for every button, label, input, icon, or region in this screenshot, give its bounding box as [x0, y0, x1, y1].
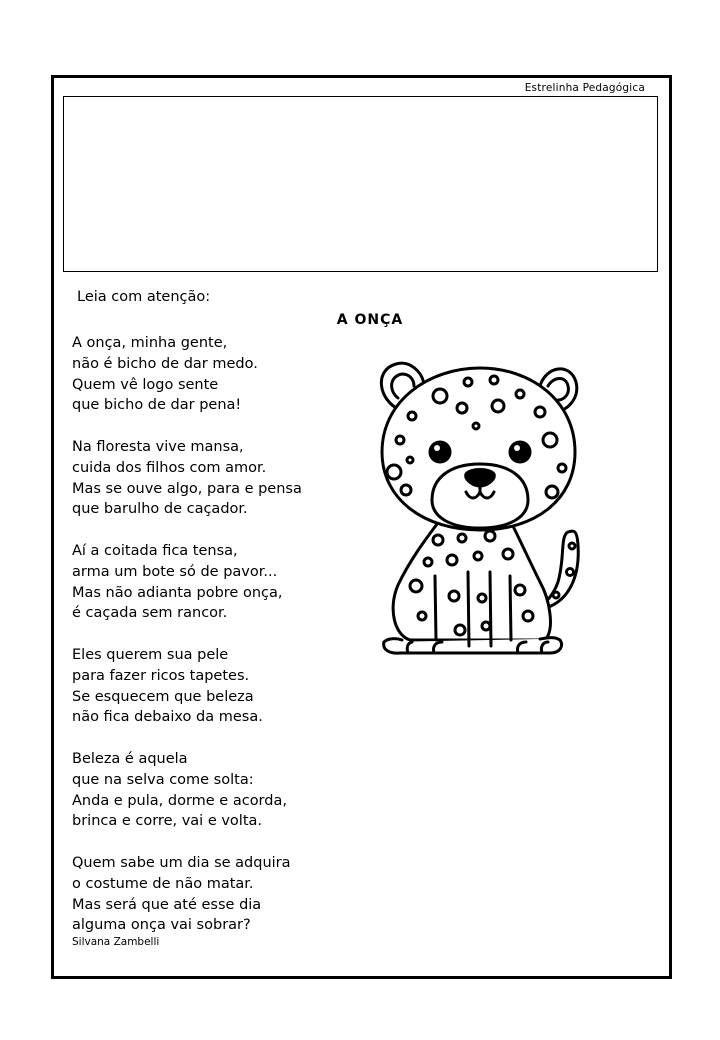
stanza-4 [72, 645, 332, 728]
poem-line: brinca e corre, vai e volta. [72, 813, 263, 830]
poem-line: que barulho de caçador. [72, 501, 248, 518]
poem-line: não fica debaixo da mesa. [72, 709, 263, 726]
stanza-2 [72, 437, 332, 520]
poem-line: Mas será que até esse dia [72, 896, 262, 913]
poem-title: A ONÇA [336, 312, 404, 328]
poem-line: Aí a coitada fica tensa, [72, 542, 238, 559]
poem-line: Mas não adianta pobre onça, [72, 584, 283, 601]
brand-label: Estrelinha Pedagógica [524, 82, 645, 94]
poem-line: que bicho de dar pena! [72, 397, 242, 414]
poem-author: Silvana Zambelli [72, 936, 160, 948]
poem-line: é caçada sem rancor. [72, 605, 228, 622]
poem-line: não é bicho de dar medo. [72, 355, 258, 372]
instruction-text: Leia com atenção: [77, 289, 211, 305]
poem-line: Eles querem sua pele [72, 646, 229, 663]
stanza-3 [72, 541, 332, 624]
poem-line: Mas se ouve algo, para e pensa [72, 480, 302, 497]
poem-line: Anda e pula, dorme e acorda, [72, 792, 287, 809]
poem-line: Quem vê logo sente [72, 376, 219, 393]
stanza-1 [72, 333, 332, 416]
poem-line: que na selva come solta: [72, 771, 254, 788]
header-blank-box [63, 96, 658, 272]
poem-line: alguma onça vai sobrar? [72, 917, 251, 934]
poem-line: o costume de não matar. [72, 875, 254, 892]
jaguar-cub-coloring-icon [370, 350, 590, 660]
poem-line: A onça, minha gente, [72, 335, 228, 351]
poem-line: arma um bote só de pavor... [72, 563, 278, 580]
poem-body [72, 333, 332, 957]
poem-line: Na floresta vive mansa, [72, 438, 244, 455]
poem-line: Beleza é aquela [72, 750, 188, 767]
poem-line: cuida dos filhos com amor. [72, 459, 267, 476]
poem-line: para fazer ricos tapetes. [72, 667, 250, 684]
poem-line: Se esquecem que beleza [72, 688, 254, 705]
poem-line: Quem sabe um dia se adquira [72, 854, 291, 871]
stanza-5 [72, 749, 332, 832]
stanza-6 [72, 853, 332, 936]
